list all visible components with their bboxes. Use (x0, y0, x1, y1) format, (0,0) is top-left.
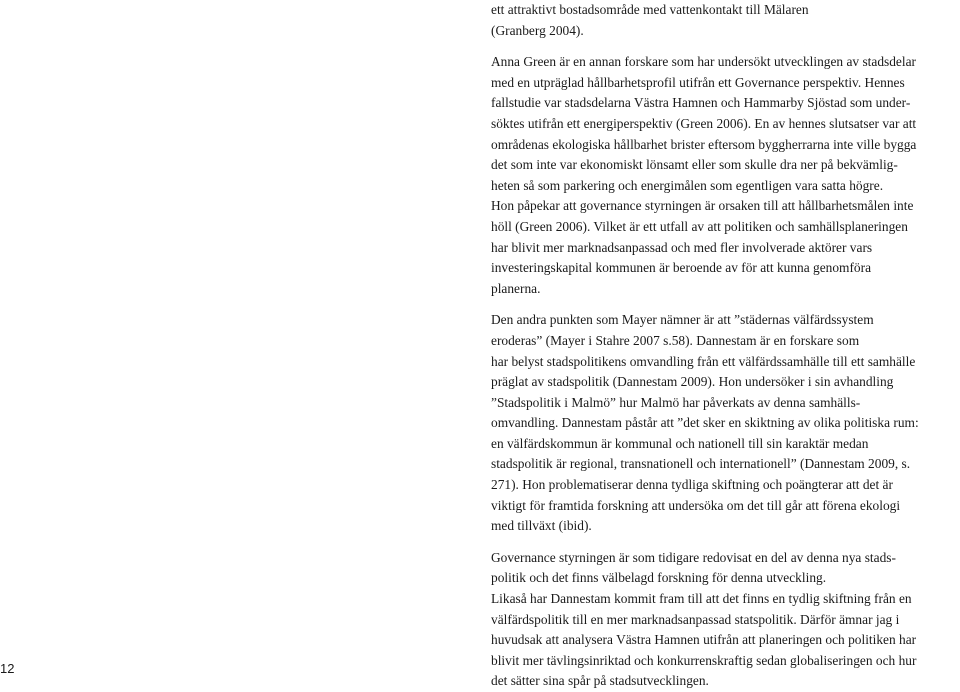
body-text-column (491, 0, 960, 692)
text-line: välfärdspolitik till en mer marknadsanpassad statspolitik. Därför ämnar jag i (491, 611, 900, 627)
text-line: har belyst stadspolitikens omvandling från ett välfärdssamhälle till ett samhälle (491, 353, 916, 369)
paragraph-1 (491, 0, 960, 41)
text-line: områdenas ekologiska hållbarhet brister eftersom byggherrarna inte ville bygga (491, 136, 917, 152)
paragraph-gap (491, 537, 960, 548)
text-line: eroderas” (Mayer i Stahre 2007 s.58). Dannestam är en forskare som (491, 332, 860, 348)
paragraph-3 (491, 310, 960, 537)
text-line: blivit mer tävlingsinriktad och konkurrenskraftig sedan globaliseringen och hur (491, 652, 917, 668)
text-line: heten så som parkering och energimålen som egentligen vara satta högre. (491, 177, 884, 193)
paragraph-gap (491, 41, 960, 52)
paragraph-gap (491, 299, 960, 310)
paragraph-4 (491, 548, 960, 692)
text-line: viktigt för framtida forskning att undersöka om det till går att förena ekologi (491, 497, 901, 513)
text-line: investeringskapital kommunen är beroende av för att kunna genomföra (491, 260, 872, 276)
paragraph-2 (491, 52, 960, 299)
text-line: omvandling. Dannestam påstår att ”det sker en skiktning av olika politiska rum: (491, 415, 919, 431)
text-line: en välfärdskommun är kommunal och nationell till sin karaktär medan (491, 435, 869, 451)
text-line: med en utpräglad hållbarhetsprofil utifrån ett Governance perspektiv. Hennes (491, 74, 905, 90)
text-line: det som inte var ekonomiskt lönsamt eller som skulle dra ner på bekvämlig- (491, 157, 898, 173)
text-line: huvudsak att analysera Västra Hamnen utifrån att planeringen och politiken har (491, 632, 917, 648)
text-line: ett attraktivt bostadsområde med vattenkontakt till Mälaren (491, 2, 809, 17)
text-line: stadspolitik är regional, transnationell och internationell” (Dannestam 2009, s. (491, 456, 911, 472)
text-line: präglat av stadspolitik (Dannestam 2009). Hon undersöker i sin avhandling (491, 374, 894, 390)
text-line: det sätter sina spår på stadsutvecklingen. (491, 673, 709, 689)
text-line: (Granberg 2004). (491, 22, 584, 38)
text-line: fallstudie var stadsdelarna Västra Hamnen och Hammarby Sjöstad som under- (491, 95, 911, 111)
text-line: Den andra punkten som Mayer nämner är att ”städernas välfärdssystem (491, 312, 874, 328)
text-line: planerna. (491, 280, 541, 296)
text-line: 271). Hon problematiserar denna tydliga skiftning och poängterar att det är (491, 477, 893, 493)
text-line: Hon påpekar att governance styrningen är orsaken till att hållbarhetsmålen inte (491, 198, 914, 214)
text-line: har blivit mer marknadsanpassad och med fler involverade aktörer vars (491, 239, 873, 255)
text-line: söktes utifrån ett energiperspektiv (Green 2006). En av hennes slutsatser var att (491, 115, 917, 131)
text-line: ”Stadspolitik i Malmö” hur Malmö har påverkats av denna samhälls- (491, 394, 861, 410)
text-line: politik och det finns välbelagd forskning för denna utveckling. (491, 570, 827, 586)
text-line: höll (Green 2006). Vilket är ett utfall av att politiken och samhällsplaneringen (491, 218, 908, 234)
text-line: med tillväxt (ibid). (491, 518, 592, 534)
text-line: Anna Green är en annan forskare som har undersökt utvecklingen av stadsdelar (491, 54, 916, 70)
text-line: Likaså har Dannestam kommit fram till att det finns en tydlig skiftning från en (491, 591, 912, 607)
text-line: Governance styrningen är som tidigare redovisat en del av denna nya stads- (491, 549, 896, 565)
page-number: 12 (0, 661, 15, 676)
